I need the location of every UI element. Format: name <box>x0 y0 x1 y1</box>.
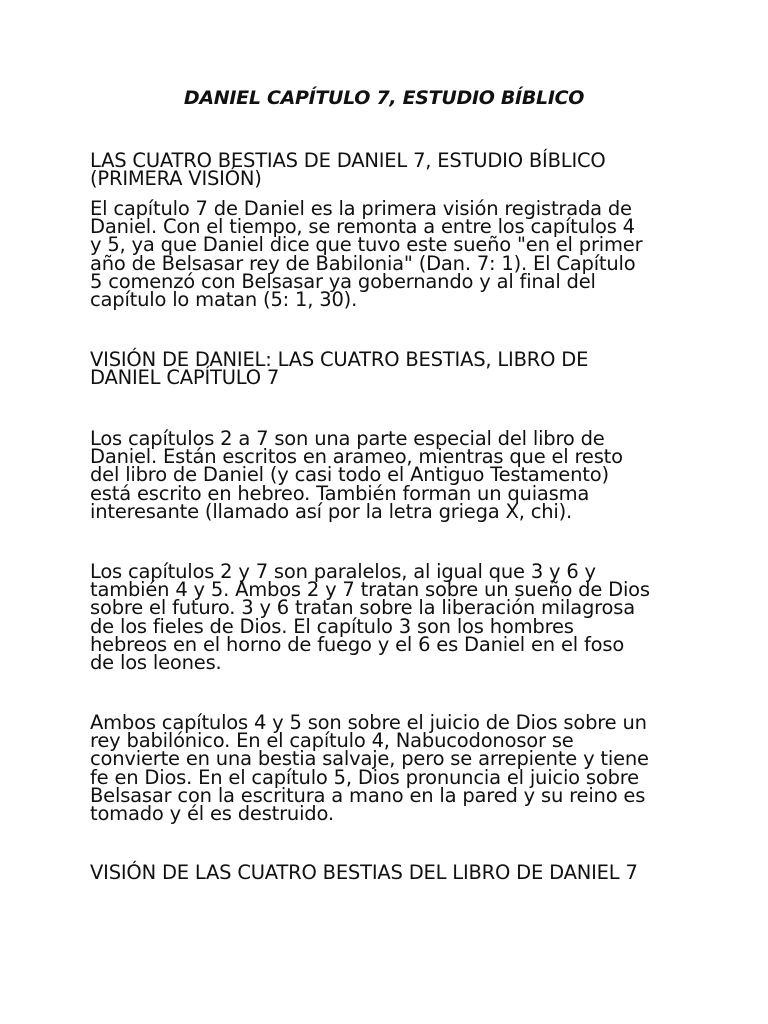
text-line: tomado y él es destruido. <box>90 802 334 826</box>
text-line: Daniel. Están escritos en arameo, mientras que el resto <box>90 445 623 469</box>
paragraph <box>90 197 690 312</box>
text-line: capítulo lo matan (5: 1, 30). <box>90 288 358 312</box>
paragraph <box>90 560 690 675</box>
text-line: hebreos en el horno de fuego y el 6 es Daniel en el foso <box>90 632 625 656</box>
text-line: y 5, ya que Daniel dice que tuvo este sueño "en el primer <box>90 233 643 257</box>
section-heading <box>90 348 690 390</box>
text-line: del libro de Daniel (y casi todo el Antiguo Testamento) <box>90 463 609 487</box>
text-line: rey babilónico. En el capítulo 4, Nabucodonosor se <box>90 729 574 753</box>
text-line: fe en Dios. En el capítulo 5, Dios pronuncia el juicio sobre <box>90 765 639 789</box>
text-line: Belsasar con la escritura a mano en la pared y su reino es <box>90 783 646 807</box>
text-line: de los fieles de Dios. El capítulo 3 son los hombres <box>90 614 574 638</box>
text-line: VISIÓN DE LAS CUATRO BESTIAS DEL LIBRO DE DANIEL 7 <box>90 861 638 884</box>
section-heading <box>90 861 690 884</box>
text-line: año de Belsasar rey de Babilonia" (Dan. 7: 1). El Capítulo <box>90 251 636 275</box>
text-line: (PRIMERA VISIÓN) <box>90 167 262 191</box>
text-line: VISIÓN DE DANIEL: LAS CUATRO BESTIAS, LIBRO DE <box>90 348 589 371</box>
text-line: DANIEL CAPÍTULO 7 <box>90 366 280 390</box>
document-title: DANIEL CAPÍTULO 7, ESTUDIO BÍBLICO <box>183 87 585 109</box>
text-line: está escrito en hebreo. También forman un quiasma <box>90 481 590 505</box>
text-line: 5 comenzó con Belsasar ya gobernando y al final del <box>90 269 596 293</box>
text-line: también 4 y 5. Ambos 2 y 7 tratan sobre un sueño de Dios <box>90 578 650 602</box>
text-line: LAS CUATRO BESTIAS DE DANIEL 7, ESTUDIO BÍBLICO <box>90 149 606 172</box>
text-line: convierte en una bestia salvaje, pero se arrepiente y tiene <box>90 747 649 771</box>
text-line: Los capítulos 2 a 7 son una parte especial del libro de <box>90 427 605 450</box>
text-line: Ambos capítulos 4 y 5 son sobre el juicio de Dios sobre un <box>90 711 647 734</box>
text-line: interesante (llamado así por la letra griega X, chi). <box>90 499 572 523</box>
text-line: El capítulo 7 de Daniel es la primera visión registrada de <box>90 197 632 220</box>
text-line: Los capítulos 2 y 7 son paralelos, al igual que 3 y 6 y <box>90 560 596 583</box>
text-line: sobre el futuro. 3 y 6 tratan sobre la liberación milagrosa <box>90 596 635 620</box>
text-line: Daniel. Con el tiempo, se remonta a entre los capítulos 4 <box>90 215 635 239</box>
paragraph <box>90 427 690 523</box>
text-line: de los leones. <box>90 651 222 675</box>
paragraph <box>90 711 690 826</box>
section-heading <box>90 149 690 191</box>
